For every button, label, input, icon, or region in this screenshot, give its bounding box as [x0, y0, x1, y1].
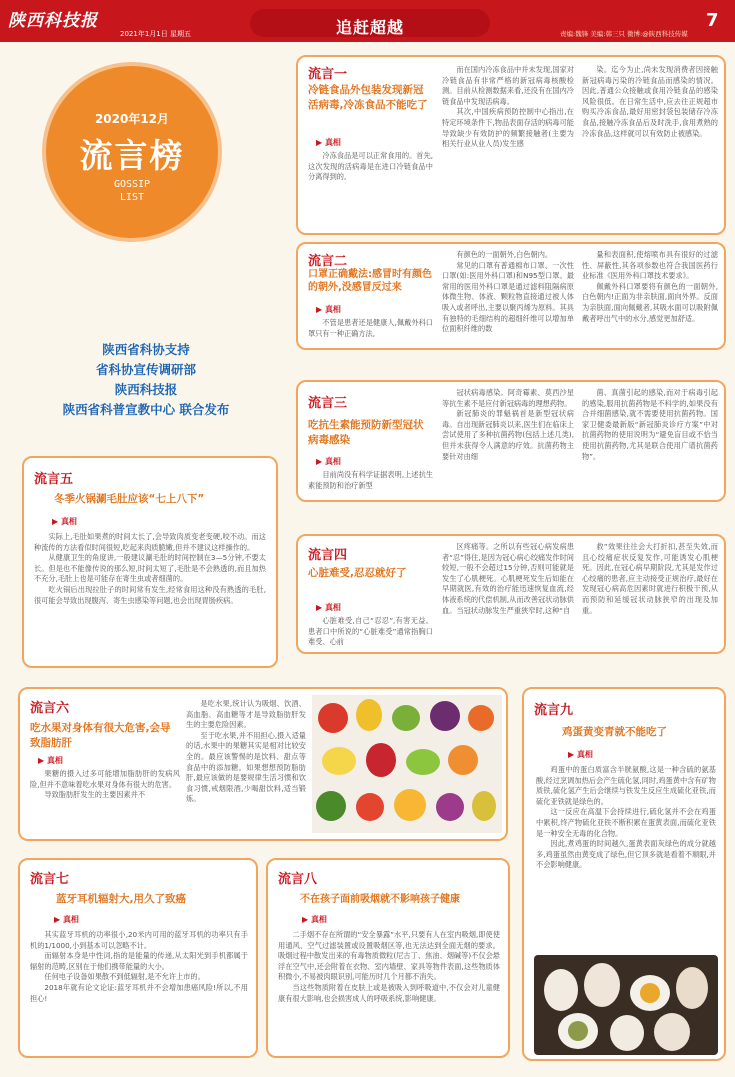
newspaper-logo: 陕西科技报 [8, 11, 98, 31]
rumor-card-9 [522, 687, 726, 1061]
badge-year: 2020年12月 [94, 112, 170, 126]
boiled-eggs-image [534, 955, 718, 1055]
rumor-card-2 [296, 242, 726, 350]
truth-label: ▶ 真相 [38, 756, 63, 765]
truth-label: ▶ 真相 [316, 457, 341, 466]
text-column: 鸡蛋中的蛋白质富含半胱氨酸,这是一种含硫的氨基酸,经过烹调加热后会产生硫化氢,同时,鸡蛋黄中含有矿物质铁,硫化氢产生后会继续与铁发生反应生成硫化亚铁,而硫化亚铁就是绿色的。 这一反应在高温下会持续进行,硫化氢并不会在鸡蛋中累积,终产物硫化亚铁不断积累在蛋黄表面,而硫化亚铁是一种安全无毒的化合物。 因此,煮鸡蛋的时间越久,蛋黄表面灰绿色的成分就越多,鸡蛋虽然由黄变成了绿色,但它顶多就是看着不顺眼,并不会影响健康。 [536, 765, 716, 870]
text-column: 二手烟不存在所谓的“安全暴露”水平,只要有人在室内吸烟,即使使用通风、空气过滤装置或设置吸烟区等,也无法达到全面无烟的要求。吸烟过程中散发出来的有毒物质微粒(尼古丁、焦油、烟碱等)不仅会悬浮在空气中,还会附着在衣物、室内墙壁、家具等物件表面,这些物质体积微小,不易被肉眼识别,可能历时几个月都不消失。 当这些物质附着在皮肤上或是被吸入到呼吸道中,不仅会对儿童健康有很大影响,也会损害成人的呼吸系统,影响健康。 [278, 930, 500, 1003]
rumor-tag: 流言二 [308, 254, 348, 269]
fruit-shape [392, 705, 420, 731]
truth-label: ▶ 真相 [302, 915, 327, 924]
issue-date: 2021年1月1日 星期五 [120, 30, 191, 38]
text-column: 果糖的摄入过多可能增加脂肪肝的发病风险,但并不意味着吃水果对身体有很大的危害。 导致脂肪肝发生的主要因素并不 [30, 769, 180, 800]
rumor-card-7 [18, 858, 258, 1058]
text-column: 菌、真菌引起的感染,而对于病毒引起的感染,服用抗菌药物是不科学的,如果没有合并细菌感染,就不需要使用抗菌药物。国家卫健委最新版“新冠肺炎诊疗方案”中对抗菌药物的使用说明为“避免盲目或不恰当使用抗菌药物,尤其是联合使用广谱抗菌药物”。 [582, 388, 718, 461]
rumor-title: 鸡蛋黄变青就不能吃了 [562, 726, 667, 738]
text-column: 冠状病毒感染。阿奇霉素、莫西沙星等抗生素不是应付新冠病毒的理想药物。 新冠肺炎的罪魁祸首是新型冠状病毒。自出现新冠肺炎以来,医生们在临床上尝试使用了多种抗菌药物(包括上述几类),但并未获得令人满意的疗效。抗菌药物主要针对由细 [442, 388, 574, 461]
truth-label: ▶ 真相 [316, 138, 341, 147]
sponsor-item: 陕西科技报 [114, 382, 178, 397]
fruit-shape [436, 793, 464, 821]
fruit-shape [406, 749, 440, 775]
egg-yolk [568, 1021, 588, 1041]
editor-credits: 责编:魏锋 美编:韩三只 微博:@陕西科技传媒 [560, 30, 688, 38]
truth-label: ▶ 真相 [316, 305, 341, 314]
masthead [0, 0, 735, 42]
fruit-shape [366, 743, 396, 777]
rumor-tag: 流言八 [278, 872, 318, 887]
triangle-icon: ▶ [316, 457, 325, 466]
rumor-card-1 [296, 55, 726, 235]
page-number: 7 [706, 10, 719, 31]
egg-shape [676, 967, 708, 1009]
sponsor-list [10, 340, 282, 420]
text-column: 而在国内冷冻食品中并未发现,国家对冷链食品有非常严格的新冠病毒核酸检测。目前从检测数据来看,还没有在国内冷链食品中发现活病毒。 其次,中国疾病预防控制中心指出,在特定环境条件下,物品表面存活的病毒可能导致缺少有效防护的频繁接触者(主要为相关行业从业人员)发生感 [442, 65, 574, 149]
fruit-shape [318, 703, 348, 733]
text-column: 有颜色的一面朝外,白色朝内。 常见的口罩有普通棉布口罩、一次性口罩(如:医用外科口罩)和N95型口罩。最常用的医用外科口罩是通过滤料阻隔病原体微生物、体液、颗粒物直接通过被人体吸入或者呼出,主要以聚丙烯为原料。其具有独特的毛细结构的超细纤维可以增加单位面积纤维的数 [442, 250, 574, 334]
triangle-icon: ▶ [302, 915, 311, 924]
rumor-tag: 流言六 [30, 701, 70, 716]
rumor-title: 吃抗生素能预防新型冠状病毒感染 [308, 419, 424, 446]
rumor-card-3 [296, 380, 726, 502]
triangle-icon: ▶ [54, 915, 63, 924]
rumor-title: 蓝牙耳机辐射大,用久了致癌 [56, 893, 186, 905]
rumor-tag: 流言五 [34, 472, 74, 487]
triangle-icon: ▶ [568, 750, 577, 759]
egg-shape [654, 1013, 690, 1051]
fruit-shape [322, 747, 356, 775]
text-column: 是吃水果,统计认为吸烟、饮酒、高血脂、高血糖等才是导致脂肪肝发生的主要危险因素。 至于吃水果,并不用担心,摄入适量的话,水果中的果糖其实是相对比较安全的。最应该警惕的是饮料、甜点等食品中的添加糖。如果想想预防脂肪肝,最应该做的是要规律生活习惯和饮食习惯,戒烟限酒,少喝甜饮料,适当锻炼。 [186, 699, 306, 804]
rumor-title: 口罩正确戴法:感冒时有颜色的朝外,没感冒反过来 [308, 269, 432, 293]
triangle-icon: ▶ [38, 756, 47, 765]
truth-label: ▶ 真相 [568, 750, 593, 759]
text-column: 冷冻食品是可以正常食用的。首先,这次发现的活病毒是在进口冷链食品中分离得到的, [308, 151, 433, 182]
rumor-title: 冬季火锅涮毛肚应该“七上八下” [54, 493, 205, 505]
rumor-card-8 [266, 858, 510, 1058]
text-column: 其实蓝牙耳机的功率很小,20米内可用的蓝牙耳机的功率只有手机的1/1000,小到基本可以忽略不计。 而辐射本身是中性词,指的是能量的传递,从太阳光到手机都属于辐射的范畴,区别在于他们携带能量的大小。 任何电子设备如果散不到低辐射,是不允许上市的。 2018年就有论文论证:蓝牙耳机并不会增加患癌风险!所以,不用担心! [30, 930, 248, 1003]
rumor-card-6 [18, 687, 508, 841]
text-column: 实际上,毛肚如果煮的时间太长了,会导致肉质变老变硬,咬不动。而这种流传的方法看似时间很短,吃起来肉质脆嫩,但并不建议这样操作的。 从健康卫生的角度讲,一般建议涮毛肚的时间控制在3—5分钟,不要太长。但是也不能像传说的那么短,时间太短了,毛肚是不会熟透的,而且加热不充分,毛肚上也是可能存在寄生虫或者细菌的。 吃火锅后出现拉肚子的时间常有发生,经常食用这种没有熟透的毛肚,很可能会导致出现腹泻、寄生虫感染等问题,也会出现胃肠疾病。 [34, 532, 266, 605]
truth-label: ▶ 真相 [316, 603, 341, 612]
rumor-tag: 流言七 [30, 872, 70, 887]
rumor-title: 不在孩子面前吸烟就不影响孩子健康 [300, 894, 460, 905]
fruit-shape [430, 701, 460, 731]
egg-yolk [640, 983, 660, 1003]
triangle-icon: ▶ [316, 603, 325, 612]
badge-en2: LIST [119, 192, 145, 203]
text-column: 区疼痛等。之所以有些冠心病发病患者“忍”得住,是因为冠心病心绞痛发作时间较短,一般不会超过15分钟,否则可能就是发生了心肌梗死。心肌梗死发生后如能在早期就医,有效的治疗能迅速恢复血流,经体液系统的代偿机制,从而改善冠状动脉供血。当冠状动脉发生严重狭窄时,这种“自 [442, 542, 574, 615]
fruit-shape [356, 699, 382, 731]
rumor-tag: 流言四 [308, 548, 348, 563]
text-column: 不管是患者还是健康人,佩戴外科口罩只有一种正确方法, [308, 318, 433, 338]
sponsor-item: 省科协宣传调研部 [95, 362, 196, 377]
rumor-tag: 流言一 [308, 67, 348, 82]
fruit-shape [472, 791, 496, 821]
rumor-card-5 [22, 456, 278, 668]
sponsor-item: 陕西省科协支持 [102, 342, 190, 357]
rumor-card-4 [296, 534, 726, 654]
text-column: 染。迄今为止,尚未发现消费者因接触新冠病毒污染的冷链食品而感染的情况。因此,普通公众接触或食用冷链食品的感染风险很低。在日常生活中,应去往正规超市购买冷冻食品,最好用密封袋包装储存冷冻食品,接触冷冻食品后及时洗手,食用煮熟的冷冻食品,这样就可以有效防止被感染。 [582, 65, 718, 138]
rumor-tag: 流言九 [534, 703, 574, 718]
rumor-tag: 流言三 [308, 396, 348, 411]
fruit-shape [468, 705, 494, 731]
rumor-title: 冷链食品外包装发现新冠活病毒,冷冻食品不能吃了 [308, 84, 428, 111]
egg-shape [584, 963, 620, 1007]
text-column: 量和表面积,使熔喷布具有很好的过滤性、屏蔽性,其各项参数也符合我国医药行业标准《医用外科口罩技术要求》。 佩戴外科口罩要将有颜色的一面朝外,白色朝内!正面为非亲肤面,面向外界。反面为亲肤面,面向佩戴者,其吸水面可以吸附佩戴者呼出气中的水分,感觉更加舒适。 [582, 250, 718, 323]
triangle-icon: ▶ [52, 517, 61, 526]
egg-shape [544, 969, 578, 1011]
truth-label: ▶ 真相 [52, 517, 77, 526]
sponsor-item: 陕西省科普宣教中心 联合发布 [62, 402, 230, 417]
rumor-title: 吃水果对身体有很大危害,会导致脂肪肝 [30, 722, 171, 749]
fruit-shape [394, 789, 426, 821]
text-column: 目前尚没有科学证据表明,上述抗生素能预防和治疗新型 [308, 470, 433, 490]
badge-title: 流言榜 [79, 136, 185, 175]
fruit-shape [316, 791, 346, 821]
badge-en1: GOSSIP [113, 179, 151, 190]
truth-label: ▶ 真相 [54, 915, 79, 924]
section-title: 追赶超越 [335, 18, 404, 37]
badge-en [46, 178, 218, 204]
text-column: 心脏难受,自己“忍忍”,有害无益。患者口中所说的“心脏难受”通常指胸口难受、心前 [308, 616, 433, 647]
fruit-shape [448, 745, 478, 775]
triangle-icon: ▶ [316, 138, 325, 147]
rumor-title: 心脏难受,忍忍就好了 [308, 567, 407, 579]
fruit-collage-image [312, 695, 502, 833]
gossip-list-badge [42, 62, 222, 242]
egg-shape [610, 1015, 644, 1051]
text-column: 救”效果往往会大打折扣,甚至失效,而且心绞痛症状反复发作,可能诱发心肌梗死。因此,在冠心病早期阶段,尤其是发作过心绞痛的患者,应主动接受正规治疗,最好在发现冠心病高危因素时就进行积极干预,从而预防和延缓冠状动脉狭窄的出现及加重。 [582, 542, 718, 615]
fruit-shape [356, 793, 384, 821]
triangle-icon: ▶ [316, 305, 325, 314]
